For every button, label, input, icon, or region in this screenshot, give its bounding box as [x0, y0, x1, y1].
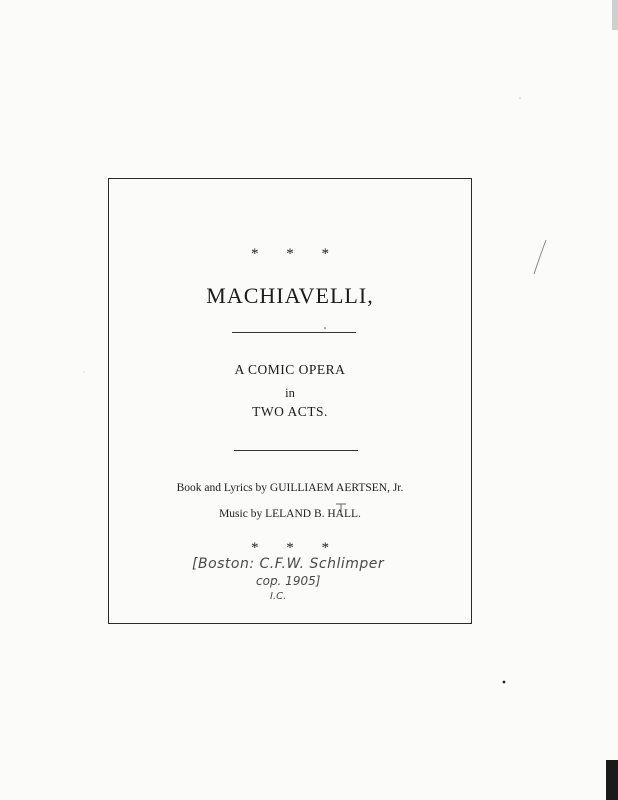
handwritten-note-line1: [Boston: C.F.W. Schlimper	[192, 556, 385, 572]
subtitle-acts: TWO ACTS.	[252, 404, 328, 419]
ornament-stars-bottom: * * *	[251, 540, 341, 556]
ornament-stars-top: * * *	[251, 246, 341, 262]
credits-music: Music by LELAND B. HALL.	[219, 508, 361, 520]
page-title: MACHIAVELLI,	[206, 283, 374, 308]
subtitle-genre: A COMIC OPERA	[234, 362, 346, 377]
handwritten-note-line2: cop. 1905]	[256, 574, 321, 588]
credits-book-lyrics: Book and Lyrics by GUILLIAEM AERTSEN, Jr.	[176, 482, 404, 494]
handwritten-note-line3: I.C.	[270, 591, 287, 602]
subtitle-connector: in	[285, 386, 295, 400]
